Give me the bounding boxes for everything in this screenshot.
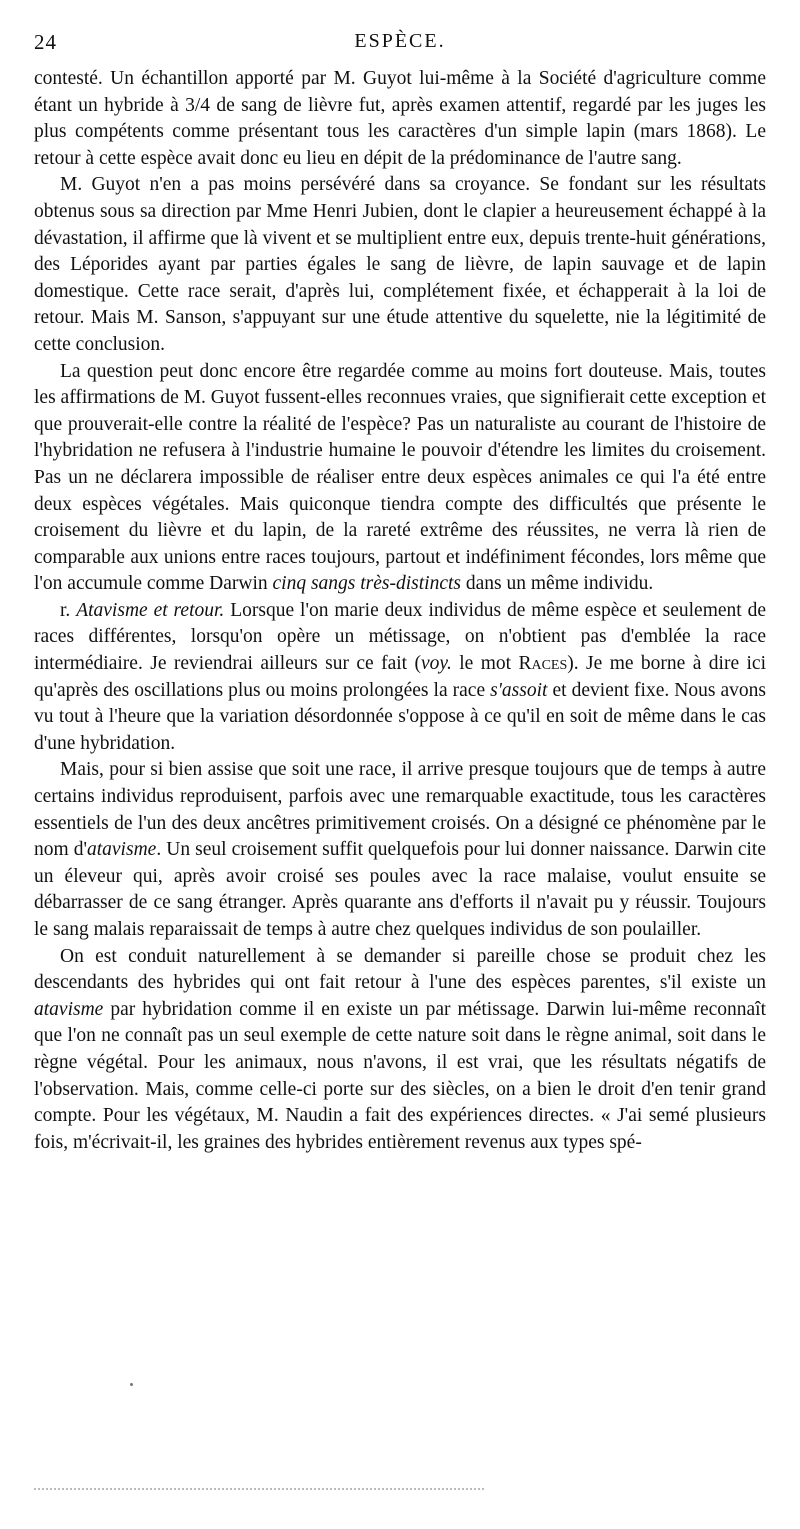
paragraph-4 <box>34 598 766 758</box>
paragraph-1-text: contesté. Un échantillon apporté par M. Guyot lui-même à la Société d'agriculture comme étant un hybride à 3/4 de sang de lièvre fut, après examen attentif, regardé par les juges les plus compétents comme présentant tous les caractères d'un simple lapin (mars 1868). Le retour à cette espèce avait donc eu lieu en dépit de la prédominance de l'autre sang. <box>34 68 766 169</box>
paragraph-3-italic-phrase: cinq sangs très-distincts <box>272 573 462 595</box>
paragraph-6 <box>34 944 766 1157</box>
races-ref: Races <box>518 653 568 675</box>
paragraph-5-text-2: . Un seul croisement suffit quelquefois pour lui donner naissance. Darwin cite un éleveur qui, après avoir croisé ses poules avec la race malaise, voulut ensuite se débarrasser de ce sang étranger. Après quarante ans d'efforts il n'avait pu y réussir. Toujours le sang malais reparaissait de temps à autre chez quelques individus de son poulailler. <box>34 839 766 940</box>
assoit-word: s'assoit <box>490 679 548 701</box>
paragraph-2-text: M. Guyot n'en a pas moins persévéré dans sa croyance. Se fondant sur les résultats obtenus sous sa direction par Mme Henri Jubien, dont le clapier a heureusement échappé à la dévastation, il affirme que là vivent et se multiplient entre eux, depuis trente-huit générations, des Léporides ayant par parties égales le sang de lièvre, de lapin sauvage et de lapin domestique. Cette race serait, d'après lui, complétement fixée, et échapperait à la loi de retour. Mais M. Sanson, s'appuyant sur une étude attentive du squelette, nie la légitimité de cette conclusion. <box>34 174 766 355</box>
page-number: 24 <box>34 30 57 54</box>
section-title: Atavisme et retour. <box>76 599 225 621</box>
section-marker: r. <box>60 599 71 621</box>
paragraph-6-text: On est conduit naturellement à se demander si pareille chose se produit chez les descendants des hybrides qui ont fait retour à l'une des espèces parentes, s'il existe un <box>34 945 766 994</box>
paragraph-4-text: Lorsque l'on marie deux individus de même espèce et seulement de races différentes, lorsqu'on opère un métissage, on n'obtient pas d'emblée la race intermédiaire. Je reviendrai ailleurs sur ce fait ( <box>34 599 767 675</box>
page-header <box>34 30 766 58</box>
paragraph-4-text-2: le mot <box>459 653 512 675</box>
paragraph-5 <box>34 757 766 943</box>
paragraph-6-text-2: par hybridation comme il en existe un par métissage. Darwin lui-même reconnaît que l'on ne connaît pas un seul exemple de cette nature soit dans le règne animal, soit dans le règne végétal. Pour les animaux, nous n'avons, il est vrai, que les résultats négatifs de l'observation. Mais, comme celle-ci porte sur des siècles, on a bien le droit d'en tenir grand compte. Pour les végétaux, M. Naudin a fait des expériences directes. « J'ai semé plusieurs fois, m'écrivait-il, les graines des hybrides entièrement revenus aux types spé- <box>34 998 767 1153</box>
voy-abbrev: voy. <box>420 653 452 675</box>
paragraph-3-tail: dans un même individu. <box>465 573 654 595</box>
body-text <box>34 66 766 1156</box>
paragraph-4-text-3: ). Je me borne à dire ici qu'après des oscillations plus ou moins prolongées la race <box>34 653 766 701</box>
paragraph-5-text: Mais, pour si bien assise que soit une race, il arrive presque toujours que de temps à autre certains individus reproduisent, parfois avec une remarquable exactitude, tous les caractères essentiels de l'un des deux ancêtres primitivement croisés. On a désigné ce phénomène par le nom d' <box>34 759 766 861</box>
atavisme-term-2: atavisme <box>34 998 104 1020</box>
paragraph-3 <box>34 359 766 598</box>
paragraph-2 <box>34 172 766 358</box>
paragraph-3-text: La question peut donc encore être regardée comme au moins fort douteuse. Mais, toutes les affirmations de M. Guyot fussent-elles reconnues vraies, que signifierait cette exception et que prouverait-elle contre la réalité de l'espèce? Pas un naturaliste au courant de l'histoire de l'hybridation ne refusera à l'industrie humaine le pouvoir d'étendre les limites du croisement. Pas un ne déclarera impossible de réaliser entre deux espèces animales ce qui l'a été entre deux espèces végétales. Mais quiconque tiendra compte des difficultés que présente le croisement du lièvre et du lapin, de la rareté extrême des réussites, ne verra là rien de comparable aux unions entre races toujours, partout et indéfiniment fécondes, lors même que l'on accumule comme Darwin <box>34 360 766 595</box>
paragraph-4-text-4: et devient fixe. Nous avons vu tout à l'heure que la variation désordonnée s'oppose à ce qu'il en soit de même dans le cas d'une hybridation. <box>34 679 767 754</box>
running-title: ESPÈCE. <box>354 30 446 52</box>
footer-dotted-marks <box>34 1488 484 1494</box>
paragraph-1 <box>34 66 766 172</box>
atavisme-term: atavisme <box>86 839 157 861</box>
print-speck <box>130 1383 133 1386</box>
